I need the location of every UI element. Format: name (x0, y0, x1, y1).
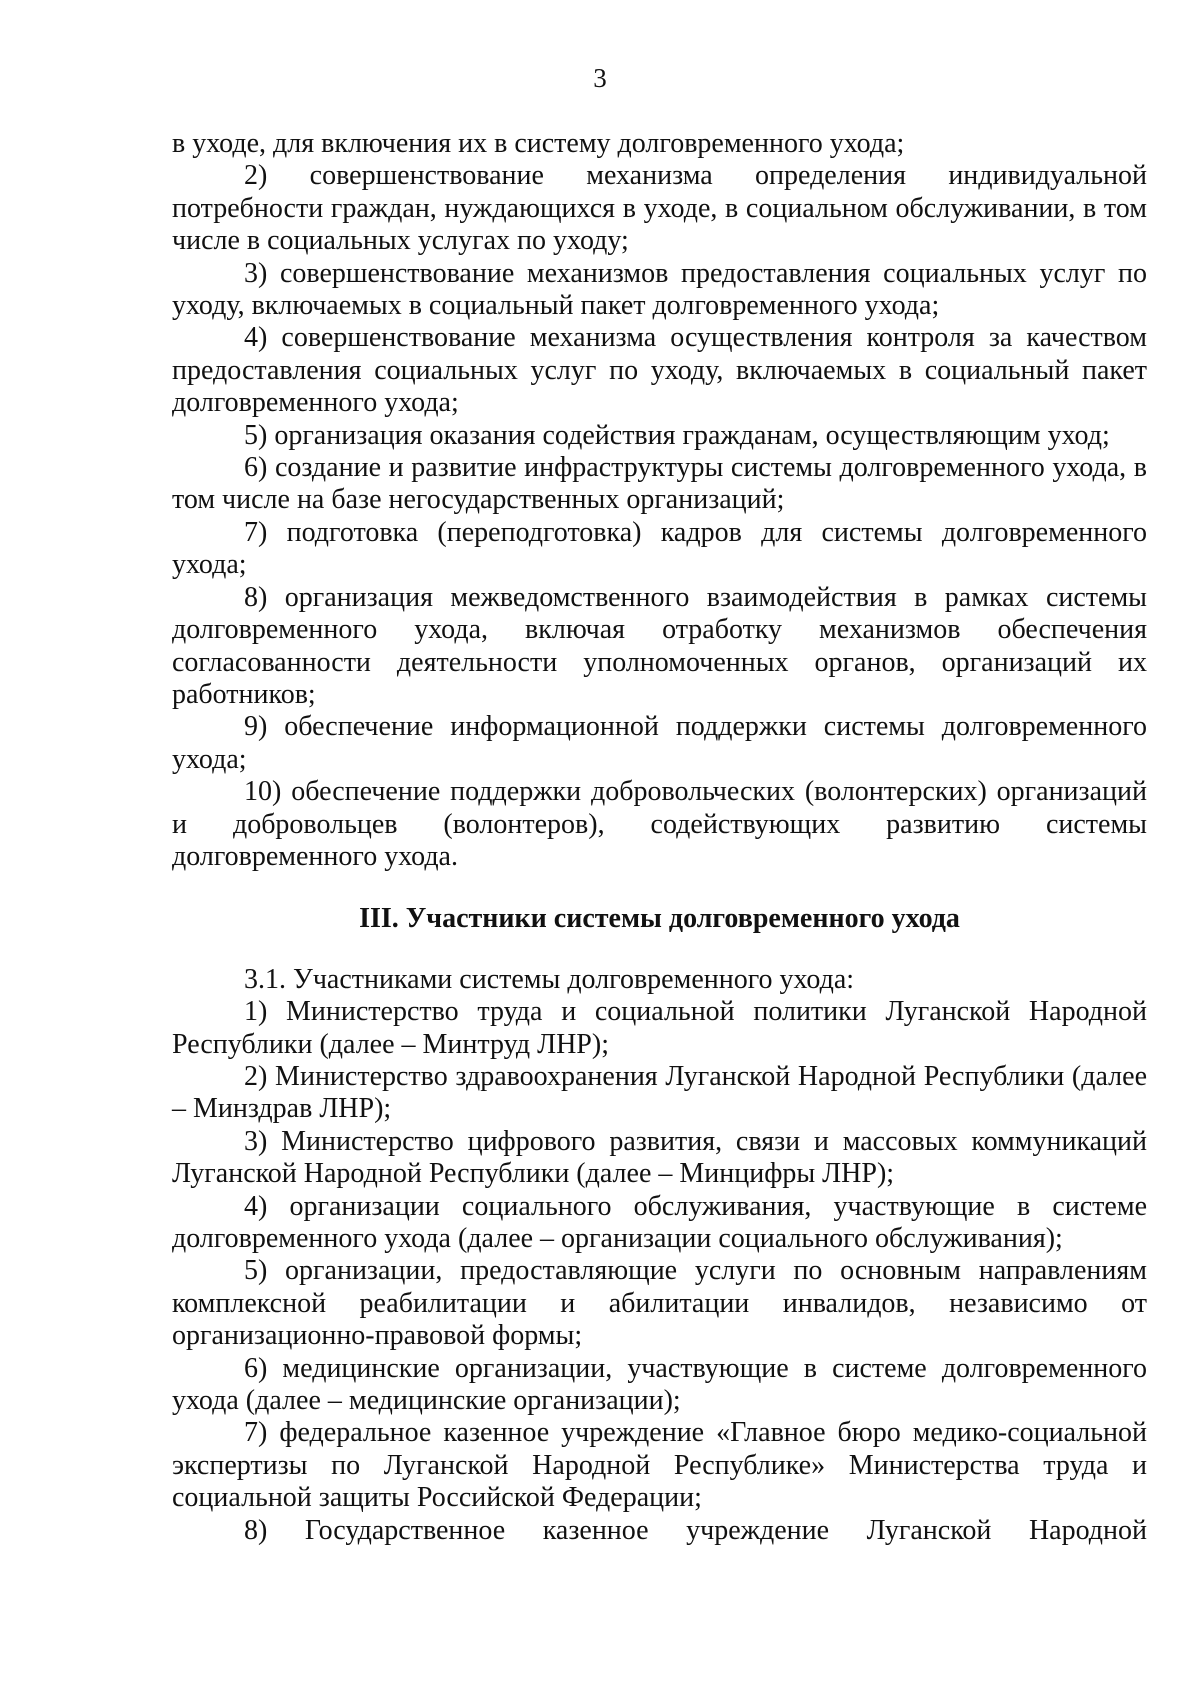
clause-3-1: 3.1. Участниками системы долговременного ухода: (244, 963, 855, 995)
participant-item-8: 8) Государственное казенное учреждение Луганской Народной (244, 1514, 1147, 1546)
list-item-4: 4) совершенствование механизма осуществления контроля за качеством предоставления социальных услуг по уходу, включаемых в социальный пакет долговременного ухода; (172, 322, 1147, 419)
participant-item-6: 6) медицинские организации, участвующие в системе долговременного ухода (далее – медицинские организации); (172, 1352, 1147, 1417)
paragraph-continuation: в уходе, для включения их в систему долговременного ухода; (172, 128, 905, 159)
section-heading: III. Участники системы долговременного ухода (359, 903, 960, 935)
list-item-6: 6) создание и развитие инфраструктуры системы долговременного ухода, в том числе на базе негосударственных организаций; (172, 452, 1147, 516)
list-item-8: 8) организация межведомственного взаимодействия в рамках системы долговременного ухода, включая отработку механизмов обеспечения согласованности деятельности уполномоченных органов, организаций их работников; (172, 581, 1147, 710)
list-item-7: 7) подготовка (переподготовка) кадров для системы долговременного ухода; (172, 516, 1147, 581)
participant-item-7: 7) федеральное казенное учреждение «Главное бюро медико-социальной экспертизы по Луганской Народной Республике» Министерства труда и социальной защиты Российской Федерации; (172, 1417, 1147, 1514)
participant-item-5: 5) организации, предоставляющие услуги по основным направлениям комплексной реабилитации и абилитации инвалидов, независимо от организационно-правовой формы; (172, 1255, 1147, 1352)
list-item-5: 5) организация оказания содействия гражданам, осуществляющим уход; (244, 419, 1110, 451)
page-number: 3 (593, 63, 607, 93)
list-item-9: 9) обеспечение информационной поддержки системы долговременного ухода; (172, 711, 1147, 775)
list-item-2: 2) совершенствование механизма определения индивидуальной потребности граждан, нуждающихся в уходе, в социальном обслуживании, в том числе в социальных услугах по уходу; (172, 160, 1147, 257)
list-item-3: 3) совершенствование механизмов предоставления социальных услуг по уходу, включаемых в социальный пакет долговременного ухода; (172, 257, 1147, 322)
list-item-10: 10) обеспечение поддержки добровольческих (волонтерских) организаций и добровольцев (волонтеров), содействующих развитию системы долговременного ухода. (172, 776, 1147, 872)
document-body (172, 128, 1147, 1547)
participant-item-1: 1) Министерство труда и социальной политики Луганской Народной Республики (далее – Минтруд ЛНР); (172, 996, 1147, 1060)
participant-item-2: 2) Министерство здравоохранения Луганской Народной Республики (далее – Минздрав ЛНР); (172, 1060, 1147, 1125)
participant-item-4: 4) организации социального обслуживания, участвующие в системе долговременного ухода (далее – организации социального обслуживания); (172, 1190, 1147, 1254)
participant-item-3: 3) Министерство цифрового развития, связи и массовых коммуникаций Луганской Народной Республики (далее – Минцифры ЛНР); (172, 1125, 1147, 1190)
